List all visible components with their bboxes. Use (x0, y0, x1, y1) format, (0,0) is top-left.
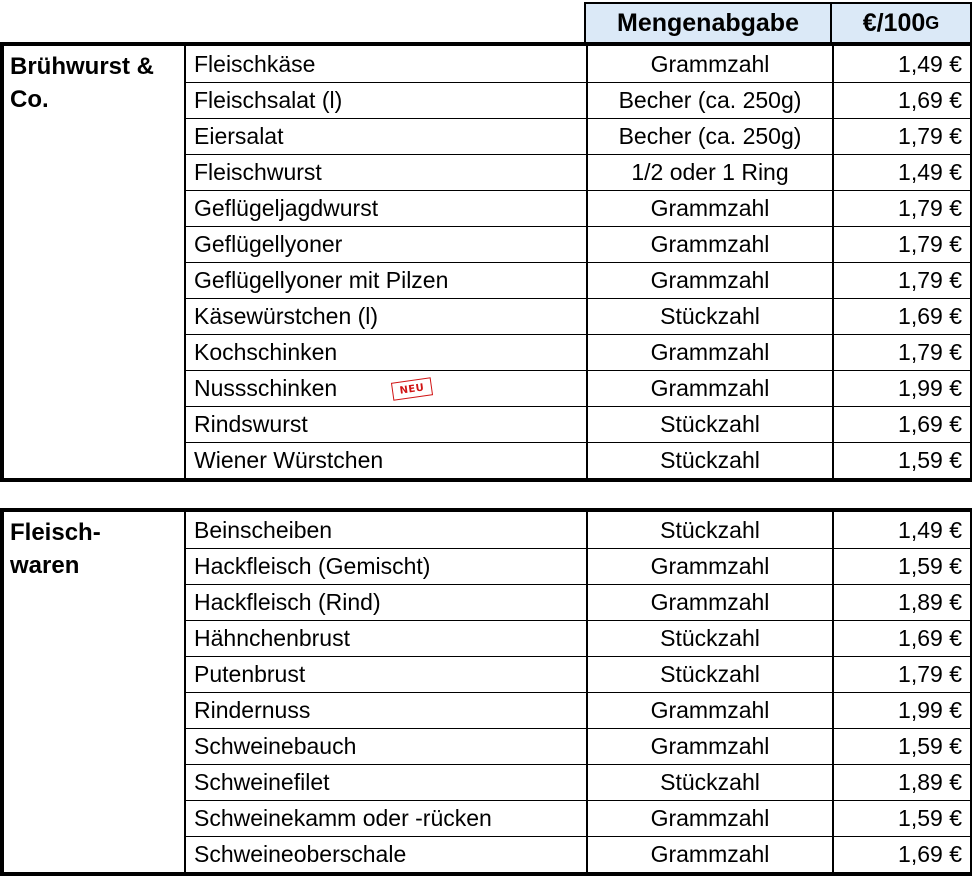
section-title: Brühwurst & Co. (10, 53, 154, 113)
quantity-cell: Grammzahl (588, 837, 834, 872)
price-cell: 1,79 € (898, 195, 962, 221)
price-cell: 1,49 € (898, 159, 962, 185)
table-row (184, 620, 970, 656)
price-cell: 1,69 € (898, 87, 962, 113)
product-name (186, 621, 588, 656)
product-name (186, 335, 588, 370)
product-name-text: Käsewürstchen (l) (194, 303, 379, 329)
new-badge: NEU (391, 377, 433, 400)
quantity-cell: Stückzahl (588, 299, 834, 334)
product-name-text: Beinscheiben (194, 516, 333, 543)
table-row (184, 190, 970, 226)
product-name-text: Nussschinken (194, 375, 338, 401)
quantity-cell: Grammzahl (588, 191, 834, 226)
header-price (830, 2, 972, 42)
product-name-text: Kochschinken (194, 339, 338, 365)
table-row (184, 118, 970, 154)
product-name-text: Wiener Würstchen (194, 447, 384, 473)
table-row (184, 406, 970, 442)
table-row (184, 334, 970, 370)
quantity-cell: Grammzahl (588, 585, 834, 620)
table-row (184, 46, 970, 82)
price-cell: 1,49 € (898, 50, 962, 77)
product-name (186, 657, 588, 692)
price-cell: 1,69 € (898, 625, 962, 651)
price-cell: 1,59 € (898, 805, 962, 831)
quantity-cell: Stückzahl (588, 512, 834, 548)
product-name (186, 801, 588, 836)
price-cell: 1,59 € (898, 447, 962, 473)
quantity-cell: Grammzahl (588, 801, 834, 836)
product-name (186, 729, 588, 764)
product-name (186, 119, 588, 154)
product-name-text: Hähnchenbrust (194, 625, 350, 651)
product-name-text: Fleischwurst (194, 159, 322, 185)
quantity-cell: Grammzahl (588, 263, 834, 298)
section-title: Fleisch- waren (10, 519, 101, 579)
product-name (186, 765, 588, 800)
table-row (184, 154, 970, 190)
quantity-cell: Stückzahl (588, 657, 834, 692)
quantity-cell: 1/2 oder 1 Ring (588, 155, 834, 190)
product-name-text: Schweinebauch (194, 733, 357, 759)
table-row (184, 442, 970, 478)
price-cell: 1,89 € (898, 589, 962, 615)
price-cell: 1,79 € (898, 231, 962, 257)
table-row (184, 82, 970, 118)
price-cell: 1,69 € (898, 411, 962, 437)
product-name (186, 443, 588, 478)
price-cell: 1,49 € (898, 516, 962, 543)
product-name (186, 155, 588, 190)
table-row (184, 836, 970, 872)
price-cell: 1,69 € (898, 303, 962, 329)
header-quantity: Mengenabgabe (584, 2, 832, 42)
product-name (186, 191, 588, 226)
quantity-cell: Grammzahl (588, 335, 834, 370)
header-price-main: €/100 (862, 8, 926, 37)
price-cell: 1,99 € (898, 697, 962, 723)
product-name (186, 407, 588, 442)
quantity-cell: Becher (ca. 250g) (588, 119, 834, 154)
quantity-cell: Becher (ca. 250g) (588, 83, 834, 118)
price-cell: 1,89 € (898, 769, 962, 795)
table-row (184, 656, 970, 692)
price-cell: 1,79 € (898, 339, 962, 365)
quantity-cell: Grammzahl (588, 46, 834, 82)
table-row (184, 800, 970, 836)
table-row (184, 728, 970, 764)
product-name (186, 46, 588, 82)
product-name (186, 512, 588, 548)
product-name-text: Schweineoberschale (194, 841, 407, 867)
price-cell: 1,79 € (898, 123, 962, 149)
table-row (184, 584, 970, 620)
product-name (186, 585, 588, 620)
product-name (186, 371, 588, 406)
quantity-cell: Grammzahl (588, 549, 834, 584)
product-name-text: Hackfleisch (Rind) (194, 589, 381, 615)
price-cell: 1,79 € (898, 267, 962, 293)
table-row (184, 298, 970, 334)
product-name-text: Schweinekamm oder -rücken (194, 805, 492, 831)
product-name-text: Hackfleisch (Gemischt) (194, 553, 431, 579)
section-rows (184, 512, 970, 872)
quantity-cell: Grammzahl (588, 227, 834, 262)
price-cell: 1,79 € (898, 661, 962, 687)
quantity-cell: Stückzahl (588, 765, 834, 800)
price-cell: 1,59 € (898, 733, 962, 759)
quantity-cell: Grammzahl (588, 729, 834, 764)
table-row (184, 226, 970, 262)
product-name (186, 299, 588, 334)
product-name-text: Eiersalat (194, 123, 284, 149)
quantity-cell: Grammzahl (588, 693, 834, 728)
product-name-text: Putenbrust (194, 661, 306, 687)
table-row (184, 512, 970, 548)
section-bruehwurst (0, 42, 972, 482)
quantity-cell: Grammzahl (588, 371, 834, 406)
table-row (184, 370, 970, 406)
quantity-cell: Stückzahl (588, 443, 834, 478)
quantity-cell: Stückzahl (588, 621, 834, 656)
table-row (184, 692, 970, 728)
section-rows (184, 46, 970, 478)
product-name (186, 263, 588, 298)
product-name (186, 693, 588, 728)
product-name-text: Geflügellyoner (194, 231, 343, 257)
product-name (186, 837, 588, 872)
product-name-text: Rindernuss (194, 697, 311, 723)
table-row (184, 548, 970, 584)
product-name-text: Fleischsalat (l) (194, 87, 343, 113)
product-name (186, 83, 588, 118)
table-row (184, 764, 970, 800)
header-price-unit: G (925, 12, 940, 33)
price-cell: 1,69 € (898, 841, 962, 867)
table-row (184, 262, 970, 298)
product-name-text: Geflügeljagdwurst (194, 195, 379, 221)
product-name-text: Schweinefilet (194, 769, 330, 795)
product-name (186, 227, 588, 262)
price-cell: 1,99 € (898, 375, 962, 401)
price-cell: 1,59 € (898, 553, 962, 579)
section-fleischwaren (0, 508, 972, 876)
product-name-text: Geflügellyoner mit Pilzen (194, 267, 449, 293)
quantity-cell: Stückzahl (588, 407, 834, 442)
product-name-text: Fleischkäse (194, 50, 316, 77)
product-name-text: Rindswurst (194, 411, 308, 437)
product-name (186, 549, 588, 584)
